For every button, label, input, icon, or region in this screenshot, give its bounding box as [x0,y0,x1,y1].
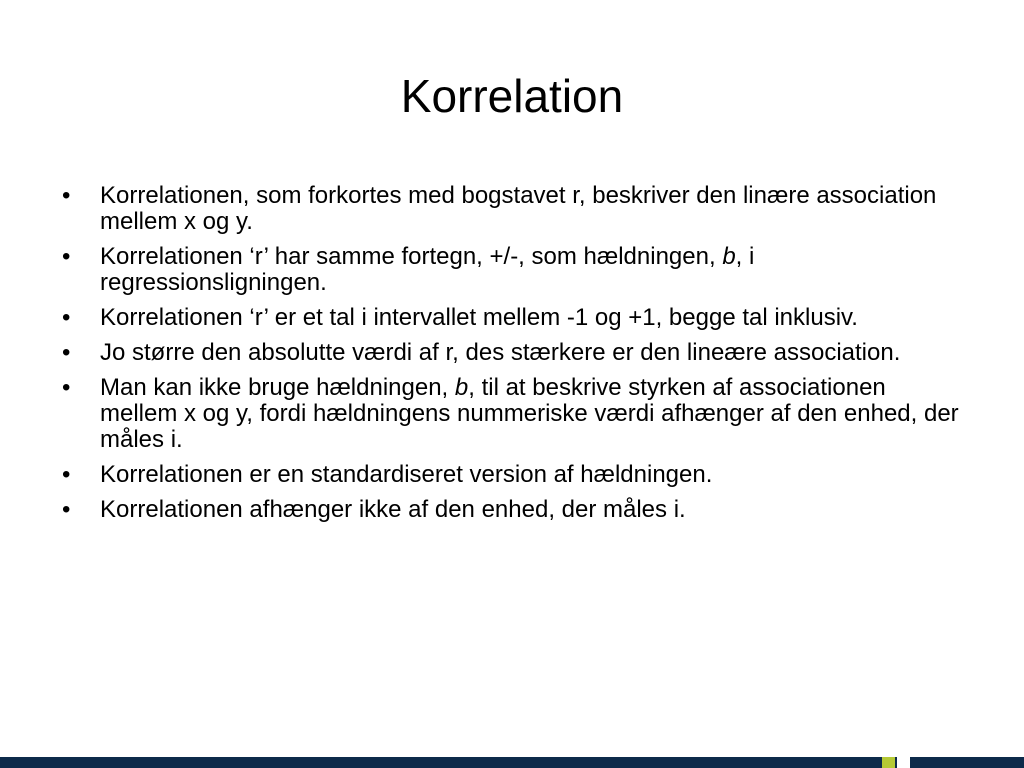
bullet-symbol: • [62,374,71,401]
bullet-text-segment: Korrelationen er en standardiseret version af hældningen. [100,461,713,488]
bullet-text [100,461,712,488]
bullet-symbol: • [62,182,71,209]
bullet-text [100,496,686,523]
bullet-text-segment: Korrelationen afhænger ikke af den enhed, der måles i. [100,496,686,523]
bullet-text-segment: Jo større den absolutte værdi af r, des stærkere er den lineære association. [100,339,901,366]
footer-accent-square [882,757,895,768]
bullet-item [62,305,962,331]
bullet-item [62,497,962,523]
bullet-text-italic: b [722,243,736,270]
bullet-symbol: • [62,461,71,488]
bullet-text [100,304,858,331]
bullet-symbol: • [62,243,71,270]
bullet-text [100,374,959,453]
bullet-item [62,340,962,366]
bullet-symbol: • [62,496,71,523]
bullet-text-segment: Man kan ikke bruge hældningen, [100,374,455,401]
bullet-item [62,183,962,235]
footer-bar [0,757,1024,768]
bullet-symbol: • [62,339,71,366]
bullet-text-segment: , i regressionsligningen. [100,243,755,296]
bullet-item [62,244,962,296]
bullet-text [100,243,754,296]
bullet-item [62,375,962,453]
bullet-text [100,339,900,366]
bullet-text-segment: Korrelationen ‘r’ er et tal i intervallet mellem -1 og +1, begge tal inklusiv. [100,304,858,331]
footer-accent-square [897,757,910,768]
slide-title: Korrelation [400,70,624,122]
bullet-text [100,182,936,235]
bullet-text-segment: , til at beskrive styrken af associationen mellem x og y, fordi hældningens nummeriske værdi afhænger af den enhed, der måles i. [100,374,959,453]
bullet-text-segment: Korrelationen ‘r’ har samme fortegn, +/-, som hældningen, [100,243,723,270]
bullet-text-segment: Korrelationen, som forkortes med bogstavet r, beskriver den linære association mellem x og y. [100,182,937,235]
bullet-item [62,462,962,488]
bullet-list [62,183,962,532]
bullet-text-italic: b [454,374,469,401]
bullet-symbol: • [62,304,71,331]
